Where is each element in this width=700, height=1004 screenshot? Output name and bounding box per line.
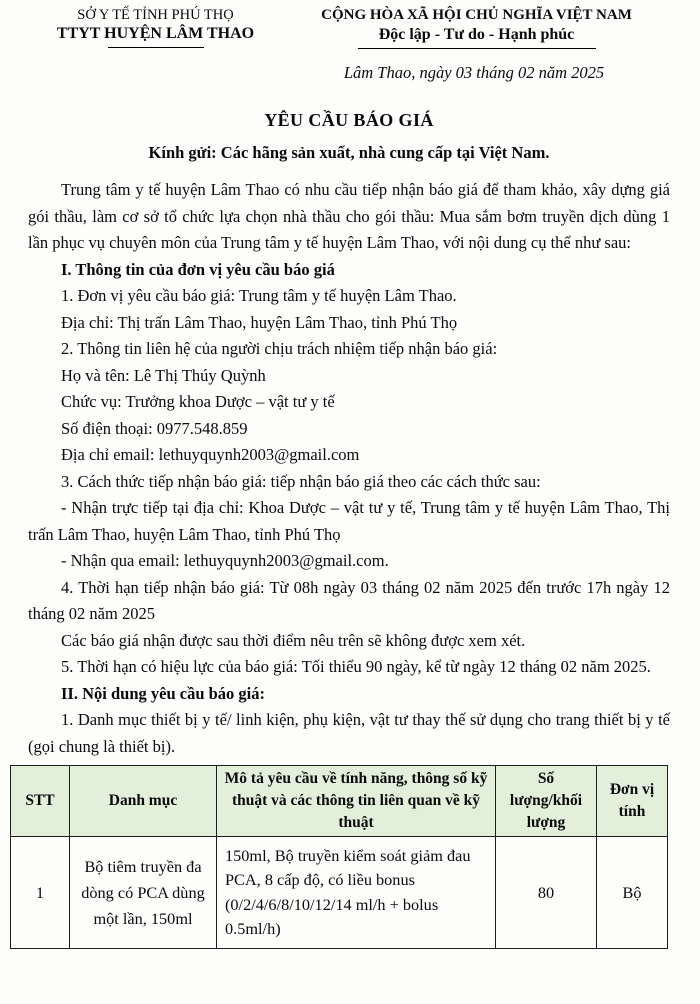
section1-item-contact-email: Địa chỉ email: lethuyquynh2003@gmail.com <box>61 445 360 464</box>
column-header-description: Mô tả yêu cầu về tính năng, thông số kỹ thuật và các thông tin liên quan về kỹ thuật <box>217 766 496 837</box>
quotation-table <box>10 765 668 949</box>
document-title: YÊU CẦU BÁO GIÁ <box>264 110 434 130</box>
section1-item-validity: 5. Thời hạn có hiệu lực của báo giá: Tối thiểu 90 ngày, kể từ ngày 12 tháng 02 năm 2025. <box>61 657 651 676</box>
column-header-unit: Đơn vị tính <box>597 766 668 837</box>
intro-paragraph: Trung tâm y tế huyện Lâm Thao có nhu cầu tiếp nhận báo giá để tham khảo, xây dựng giá gói thầu, làm cơ sở tổ chức lựa chọn nhà thầu cho gói thầu: Mua sắm bơm truyền dịch dùng 1 lần phục vụ chuyên môn của Trung tâm y tế huyện Lâm Thao, với nội dung cụ thể như sau: <box>28 180 670 252</box>
salutation-line: Kính gửi: Các hãng sản xuất, nhà cung cấp tại Việt Nam. <box>148 143 550 162</box>
column-header-item-name: Danh mục <box>70 766 217 837</box>
motto-underline <box>358 48 596 49</box>
section1-item-address: Địa chỉ: Thị trấn Lâm Thao, huyện Lâm Thao, tỉnh Phú Thọ <box>61 312 458 332</box>
org-name: TTYT HUYỆN LÂM THAO <box>56 25 255 42</box>
cell-description: 150ml, Bộ truyền kiểm soát giảm đau PCA, 8 cấp độ, có liều bonus (0/2/4/6/8/10/12/14 ml/h + bolus 0.5ml/h) <box>217 837 496 949</box>
national-title: CỘNG HÒA XÃ HỘI CHỦ NGHĨA VIỆT NAM <box>321 7 632 23</box>
national-header-block <box>283 6 670 49</box>
quotation-table-body <box>11 837 668 949</box>
place-date-line: Lâm Thao, ngày 03 tháng 02 năm 2025 <box>343 63 605 82</box>
section1-item-contact-heading: 2. Thông tin liên hệ của người chịu trách nhiệm tiếp nhận báo giá: <box>61 339 498 358</box>
cell-quantity: 80 <box>496 837 597 949</box>
table-header-row <box>11 766 668 837</box>
section1-heading: I. Thông tin của đơn vị yêu cầu báo giá <box>61 259 335 279</box>
section1-item-deadline: 4. Thời hạn tiếp nhận báo giá: Từ 08h ngày 03 tháng 02 năm 2025 đến trước 17h ngày 12 tháng 02 năm 2025 <box>28 577 670 623</box>
section1-item-contact-position: Chức vụ: Trưởng khoa Dược – vật tư y tế <box>61 392 335 411</box>
document-header <box>28 6 670 49</box>
column-header-quantity: Số lượng/khối lượng <box>496 766 597 837</box>
section1-item-receive-email: - Nhận qua email: lethuyquynh2003@gmail.com. <box>61 551 389 570</box>
section1-item-late-note: Các báo giá nhận được sau thời điểm nêu trên sẽ không được xem xét. <box>61 630 526 650</box>
section1-item-receive-direct: - Nhận trực tiếp tại địa chỉ: Khoa Dược – vật tư y tế, Trung tâm y tế huyện Lâm Thao, Thị trấn Lâm Thao, huyện Lâm Thao, tỉnh Phú Thọ <box>28 498 670 544</box>
section2-heading: II. Nội dung yêu cầu báo giá: <box>61 683 266 703</box>
section1-item-receive-methods: 3. Cách thức tiếp nhận báo giá: tiếp nhận báo giá theo các cách thức sau: <box>61 471 541 491</box>
quotation-table-header <box>11 766 668 837</box>
section1-item-contact-phone: Số điện thoại: 0977.548.859 <box>61 418 248 438</box>
national-motto: Độc lập - Tư do - Hạnh phúc <box>378 26 575 43</box>
cell-item-name: Bộ tiêm truyền đa dòng có PCA dùng một lần, 150ml <box>70 837 217 949</box>
section1-item-contact-name: Họ và tên: Lê Thị Thúy Quỳnh <box>61 365 266 385</box>
cell-unit: Bộ <box>597 837 668 949</box>
table-row <box>11 837 668 949</box>
issuing-org-block <box>28 6 283 48</box>
org-underline <box>108 47 204 48</box>
column-header-stt: STT <box>11 766 70 837</box>
section1-item-requesting-unit: 1. Đơn vị yêu cầu báo giá: Trung tâm y tế huyện Lâm Thao. <box>61 286 457 305</box>
section2-intro: 1. Danh mục thiết bị y tế/ linh kiện, phụ kiện, vật tư thay thế sử dụng cho trang thiết bị y tế (gọi chung là thiết bị). <box>28 710 670 756</box>
cell-stt: 1 <box>11 837 70 949</box>
org-parent-name: SỞ Y TẾ TỈNH PHÚ THỌ <box>77 7 234 23</box>
